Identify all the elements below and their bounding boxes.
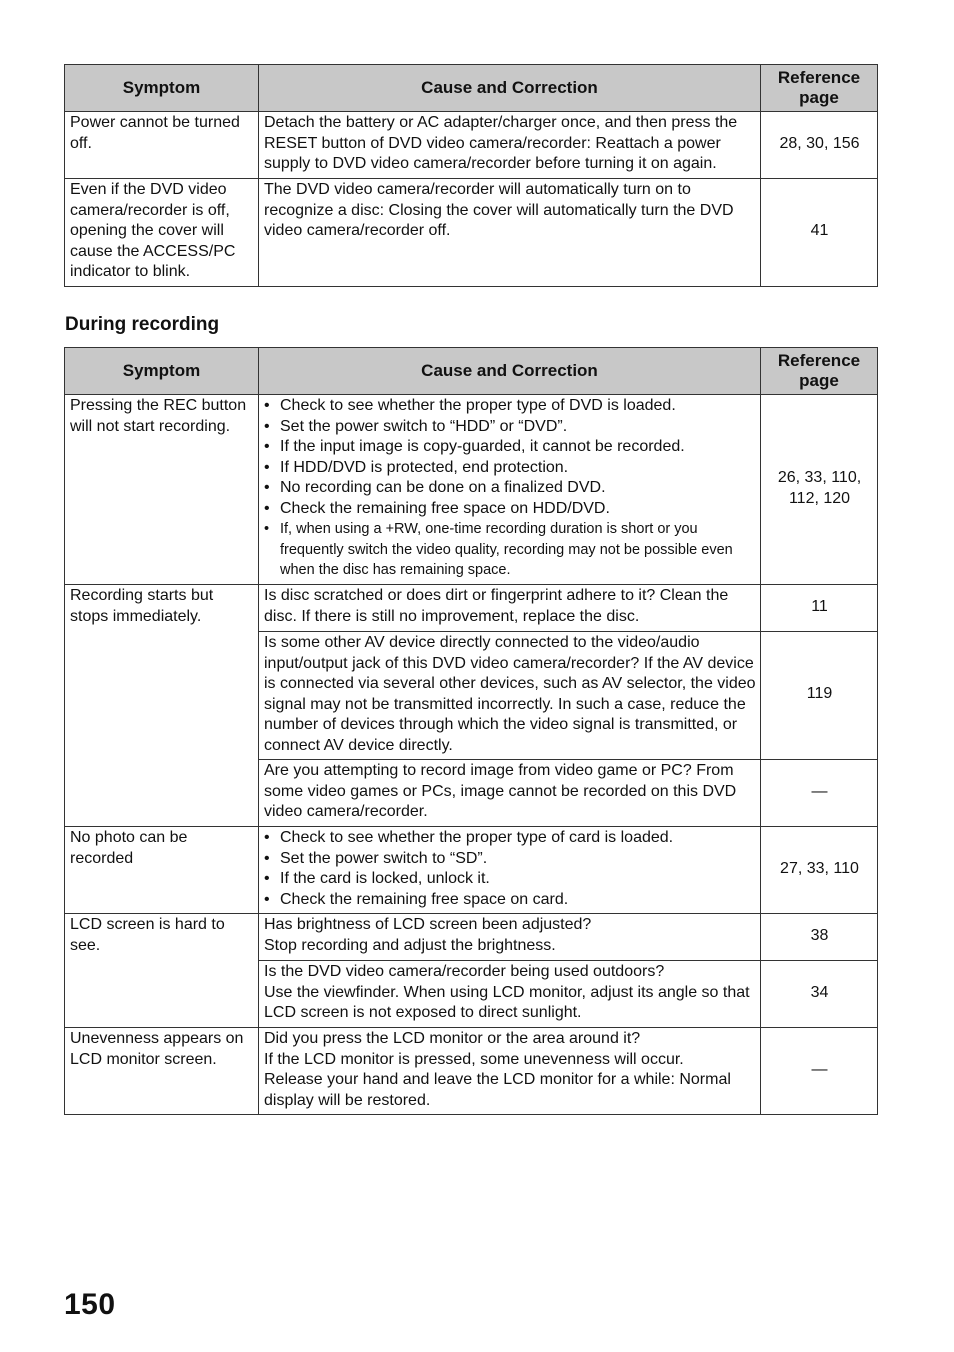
cause-line: Is the DVD video camera/recorder being used outdoors? <box>264 963 665 980</box>
bullet-list <box>264 396 756 581</box>
header-cause: Cause and Correction <box>259 65 761 112</box>
header-reference: Reference page <box>761 65 878 112</box>
cause-cell <box>259 961 761 1028</box>
cause-line: If the LCD monitor is pressed, some unevenness will occur. <box>264 1050 684 1068</box>
cause-cell <box>259 827 761 914</box>
symptom-cell: Recording starts but stops immediately. <box>65 585 259 827</box>
header-cause: Cause and Correction <box>259 348 761 395</box>
list-item: • If the input image is copy-guarded, it cannot be recorded. <box>264 437 756 458</box>
table-header-row <box>65 348 878 395</box>
table-row <box>65 827 878 914</box>
table-row <box>65 179 878 287</box>
symptom-cell: LCD screen is hard to see. <box>65 914 259 1028</box>
cause-line: Stop recording and adjust the brightness. <box>264 936 556 954</box>
cause-cell: Is some other AV device directly connected to the video/audio input/output jack of this DVD video camera/recorder? If the AV device is connected via several other devices, such as AV selector, the video signal may not be transmitted incorrectly. In such a case, reduce the number of devices through which the video signal is transmitted, or connect AV device directly. <box>259 632 761 760</box>
list-item: • If, when using a +RW, one-time recording duration is short or you frequently switch the video quality, recording may not be possible even when the disc has remaining space. <box>264 519 756 581</box>
troubleshooting-table-recording <box>64 347 878 1115</box>
table-header-row <box>65 65 878 112</box>
cause-line: Release your hand and leave the LCD monitor for a while: Normal display will be restored. <box>264 1071 731 1109</box>
reference-cell: 38 <box>761 914 878 961</box>
reference-cell: 27, 33, 110 <box>761 827 878 914</box>
list-item: • Set the power switch to “HDD” or “DVD”. <box>264 417 756 438</box>
reference-cell: 41 <box>761 179 878 287</box>
header-symptom: Symptom <box>65 65 259 112</box>
symptom-cell: Pressing the REC button will not start recording. <box>65 395 259 585</box>
reference-cell: 26, 33, 110, 112, 120 <box>761 395 878 585</box>
header-reference: Reference page <box>761 348 878 395</box>
reference-cell: 34 <box>761 961 878 1028</box>
list-item: • Check the remaining free space on HDD/DVD. <box>264 499 756 520</box>
troubleshooting-table-power <box>64 64 878 287</box>
reference-cell: 119 <box>761 632 878 760</box>
header-symptom: Symptom <box>65 348 259 395</box>
table-row <box>65 395 878 585</box>
bullet-list <box>264 828 756 910</box>
cause-line: Did you press the LCD monitor or the area around it? <box>264 1030 641 1047</box>
list-item: • Check the remaining free space on card. <box>264 890 756 911</box>
reference-cell: — <box>761 760 878 827</box>
cause-cell <box>259 1028 761 1115</box>
cause-line: Has brightness of LCD screen been adjusted? <box>264 916 592 933</box>
cause-cell: Is disc scratched or does dirt or fingerprint adhere to it? Clean the disc. If there is still no improvement, replace the disc. <box>259 585 761 632</box>
cause-cell: Detach the battery or AC adapter/charger once, and then press the RESET button of DVD video camera/recorder: Reattach a power supply to DVD video camera/recorder before turning it on again. <box>259 112 761 179</box>
cause-line: Use the viewfinder. When using LCD monitor, adjust its angle so that LCD screen is not exposed to direct sunlight. <box>264 983 750 1021</box>
symptom-cell: Even if the DVD video camera/recorder is off, opening the cover will cause the ACCESS/PC indicator to blink. <box>65 179 259 287</box>
list-item: • Check to see whether the proper type of DVD is loaded. <box>264 396 756 417</box>
table-row <box>65 1028 878 1115</box>
cause-cell: The DVD video camera/recorder will automatically turn on to recognize a disc: Closing the cover will automatically turn the DVD video camera/recorder off. <box>259 179 761 287</box>
list-item: • Check to see whether the proper type of card is loaded. <box>264 828 756 849</box>
cause-cell: Are you attempting to record image from video game or PC? From some video games or PCs, image cannot be recorded on this DVD video camera/recorder. <box>259 760 761 827</box>
list-item: • If the card is locked, unlock it. <box>264 869 756 890</box>
cause-cell <box>259 914 761 961</box>
symptom-cell: No photo can be recorded <box>65 827 259 914</box>
table-row <box>65 914 878 961</box>
reference-cell: 11 <box>761 585 878 632</box>
page-number: 150 <box>64 1288 116 1321</box>
section-title: During recording <box>65 314 220 335</box>
list-item: • No recording can be done on a finalized DVD. <box>264 478 756 499</box>
reference-cell: — <box>761 1028 878 1115</box>
list-item: • If HDD/DVD is protected, end protection. <box>264 458 756 479</box>
list-item: • Set the power switch to “SD”. <box>264 849 756 870</box>
table-row <box>65 112 878 179</box>
cause-cell <box>259 395 761 585</box>
reference-cell: 28, 30, 156 <box>761 112 878 179</box>
symptom-cell: Power cannot be turned off. <box>65 112 259 179</box>
table-row <box>65 585 878 632</box>
symptom-cell: Unevenness appears on LCD monitor screen. <box>65 1028 259 1115</box>
